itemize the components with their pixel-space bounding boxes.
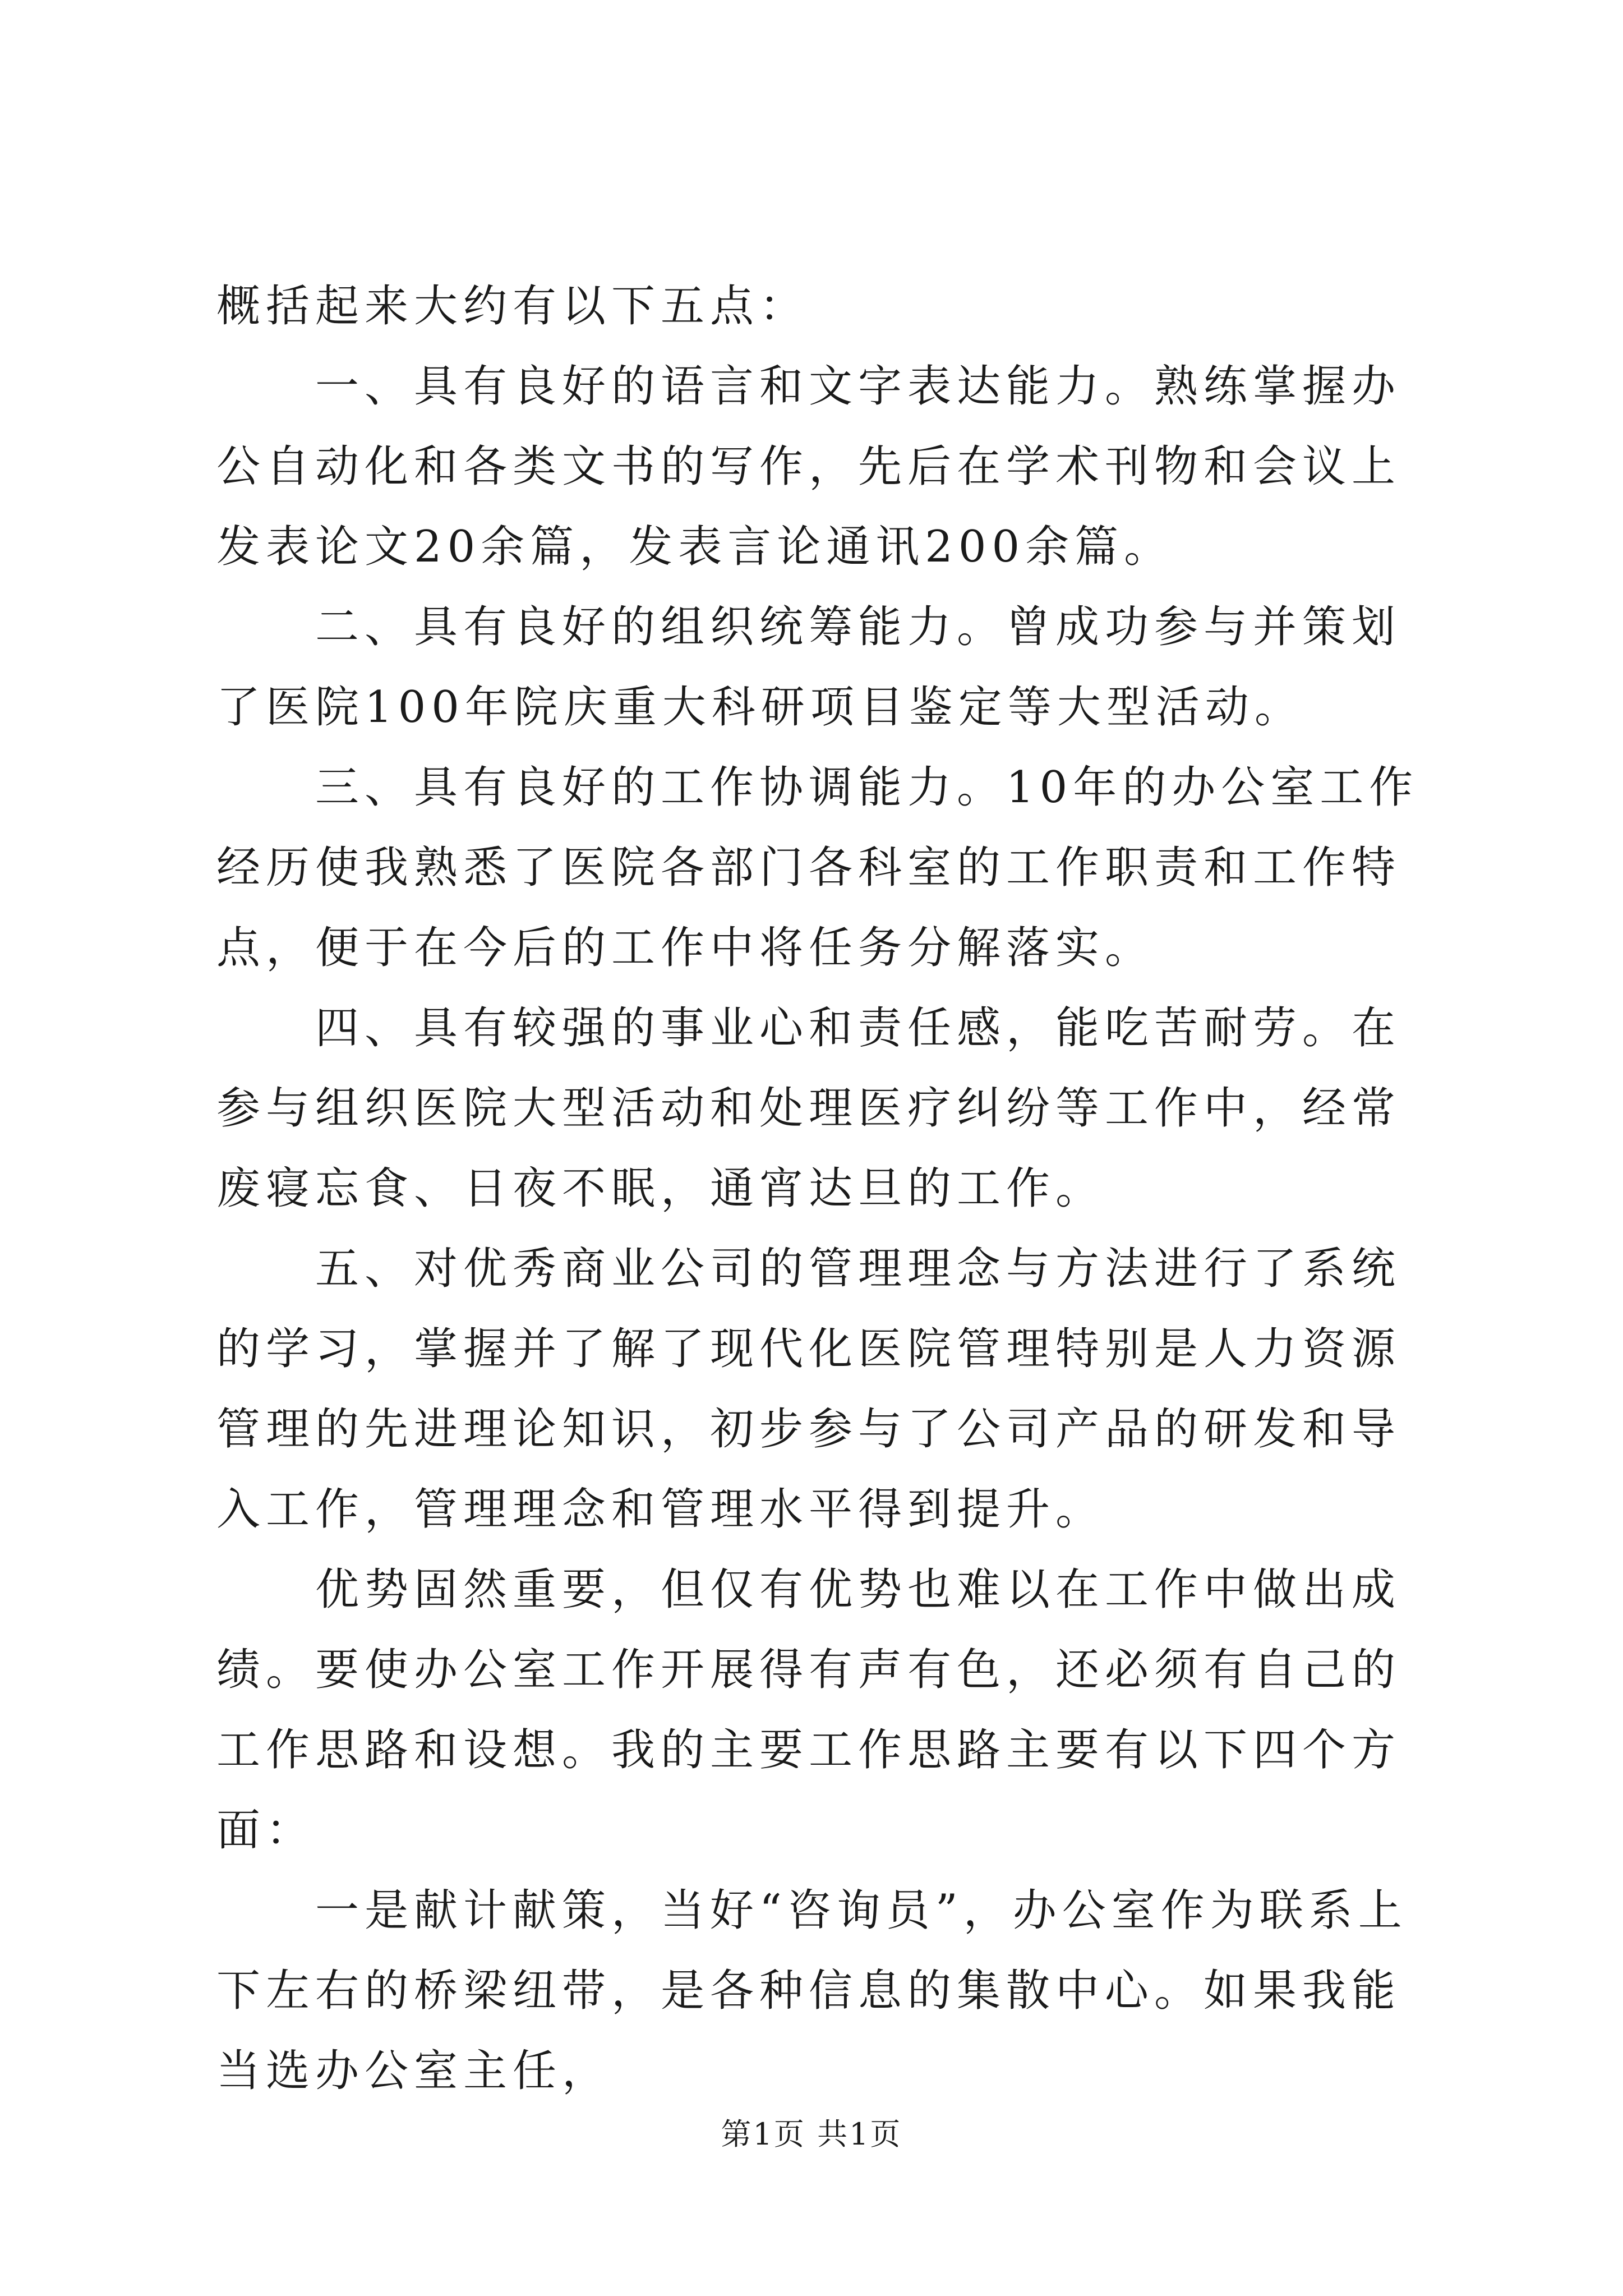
paragraph-intro: 概括起来大约有以下五点： bbox=[216, 281, 809, 332]
paragraph-advantages: 优势固然重要，但仅有优势也难以在工作中做出成绩。要使办公室工作开展得有声有色，还必须有自己的工作思路和设想。我的主要工作思路主要有以下四个方面： bbox=[216, 1565, 1401, 1856]
paragraph-point-1: 一、具有良好的语言和文字表达能力。熟练掌握办公自动化和各类文书的写作，先后在学术刊物和会议上发表论文20余篇，发表言论通讯200余篇。 bbox=[216, 361, 1401, 572]
document-body bbox=[216, 266, 1422, 2111]
paragraph-point-2: 二、具有良好的组织统筹能力。曾成功参与并策划了医院100年院庆重大科研项目鉴定等大型活动。 bbox=[216, 602, 1401, 733]
page-footer: 第1页 共1页 bbox=[721, 2116, 902, 2152]
paragraph-point-3: 三、具有良好的工作协调能力。10年的办公室工作经历使我熟悉了医院各部门各科室的工作职责和工作特点，便于在今后的工作中将任务分解落实。 bbox=[216, 762, 1419, 973]
paragraph-point-4: 四、具有较强的事业心和责任感，能吃苦耐劳。在参与组织医院大型活动和处理医疗纠纷等工作中，经常废寝忘食、日夜不眠，通宵达旦的工作。 bbox=[216, 1003, 1401, 1214]
paragraph-point-5: 五、对优秀商业公司的管理理念与方法进行了系统的学习，掌握并了解了现代化医院管理特别是人力资源管理的先进理论知识，初步参与了公司产品的研发和导入工作，管理理念和管理水平得到提升。 bbox=[216, 1244, 1401, 1535]
paragraph-idea-1: 一是献计献策，当好“咨询员”，办公室作为联系上下左右的桥梁纽带，是各种信息的集散中心。如果我能当选办公室主任， bbox=[216, 1885, 1408, 2096]
